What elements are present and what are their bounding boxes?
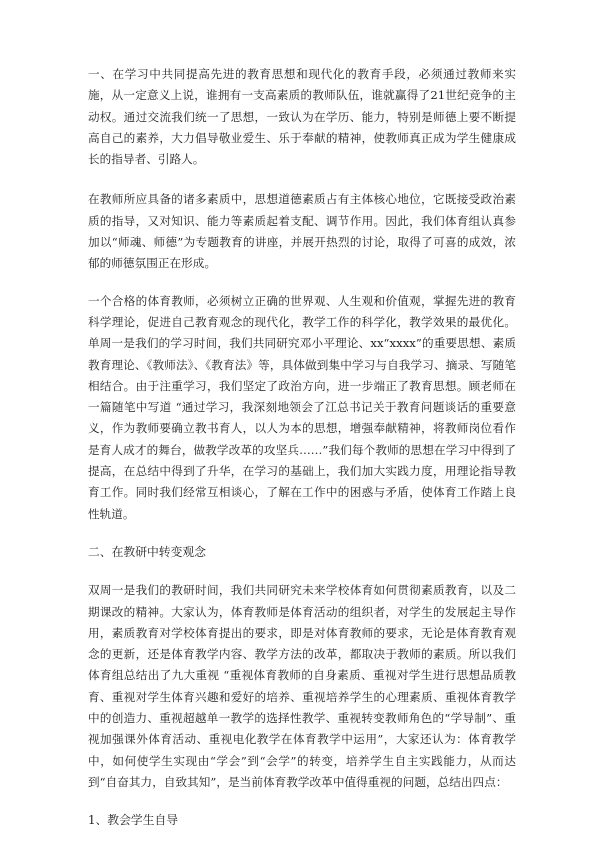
- subheading-self-guidance: 1、教会学生自导: [88, 813, 179, 828]
- document-page: [88, 64, 516, 846]
- paragraph-learning-together: 一、在学习中共同提高先进的教育思想和现代化的教育手段，必须通过教师来实施，从一定意义上说，谁拥有一支高素质的教师队伍，谁就赢得了21世纪竞争的主动权。通过交流我们统一了思想，一致认为在学历、能力，特别是师德上要不断提高自己的素养，大力倡导敬业爱生、乐于奉献的精神，使教师真正成为学生健康成长的指导者、引路人。: [88, 67, 516, 167]
- paragraph-research-time: 双周一是我们的教研时间，我们共同研究未来学校体育如何贯彻素质教育，以及二期课改的精神。大家认为，体育教师是体育活动的组织者，对学生的发展起主导作用，素质教育对学校体育提出的要求，即是对体育教师的要求，无论是体育教育观念的更新，还是体育教学内容、教学方法的改革，都取决于教师的素质。所以我们体育组总结出了九大重视 “重视体育教师的自身素质、重视对学生进行思想品质教育、重视对学生体育兴趣和爱好的培养、重视培养学生的心理素质、重视体育教学中的创造力、重视超越单一教学的选择性教学、重视转变教师角色的“学导制”、重视加强课外体育活动、重视电化教学在体育教学中运用”，大家还认为：体育教学中，如何使学生实现由“学会”到“会学”的转变，培养学生自主实践能力，从而达到“自奋其力，自致其知”，是当前体育教学改革中值得重视的问题，总结出四点：: [88, 583, 516, 789]
- paragraph-moral-quality: 在教师所应具备的诸多素质中，思想道德素质占有主体核心地位，它既接受政治素质的指导，又对知识、能力等素质起着支配、调节作用。因此，我们体育组认真参加以“师魂、师德”为专题教育的讲座，并展开热烈的讨论，取得了可喜的成效，浓郁的师德氛围正在形成。: [88, 192, 516, 271]
- section-heading-research: 二、在教研中转变观念: [88, 544, 206, 559]
- paragraph-qualified-teacher: 一个合格的体育教师，必须树立正确的世界观、人生观和价值观，掌握先进的教育科学理论，促进自己教育观念的现代化，教学工作的科学化，教学效果的最优化。单周一是我们的学习时间，我们共同研究邓小平理论、xx“xxxx”的重要思想、素质教育理论、《教师法》、《教育法》等，具体做到集中学习与自我学习、摘录、写随笔相结合。由于注重学习，我们坚定了政治方向，进一步端正了教育思想。顾老师在一篇随笔中写道 “通过学习，我深刻地领会了江总书记关于教育问题谈话的重要意义，作为教师要确立教书育人，以人为本的思想，增强奉献精神，将教师岗位看作是育人成才的舞台，做教学改革的攻坚兵……”我们每个教师的思想在学习中得到了提高，在总结中得到了升华，在学习的基础上，我们加大实践力度，用理论指导教育工作。同时我们经常互相谈心，了解在工作中的困惑与矛盾，使体育工作踏上良性轨道。: [88, 293, 516, 521]
